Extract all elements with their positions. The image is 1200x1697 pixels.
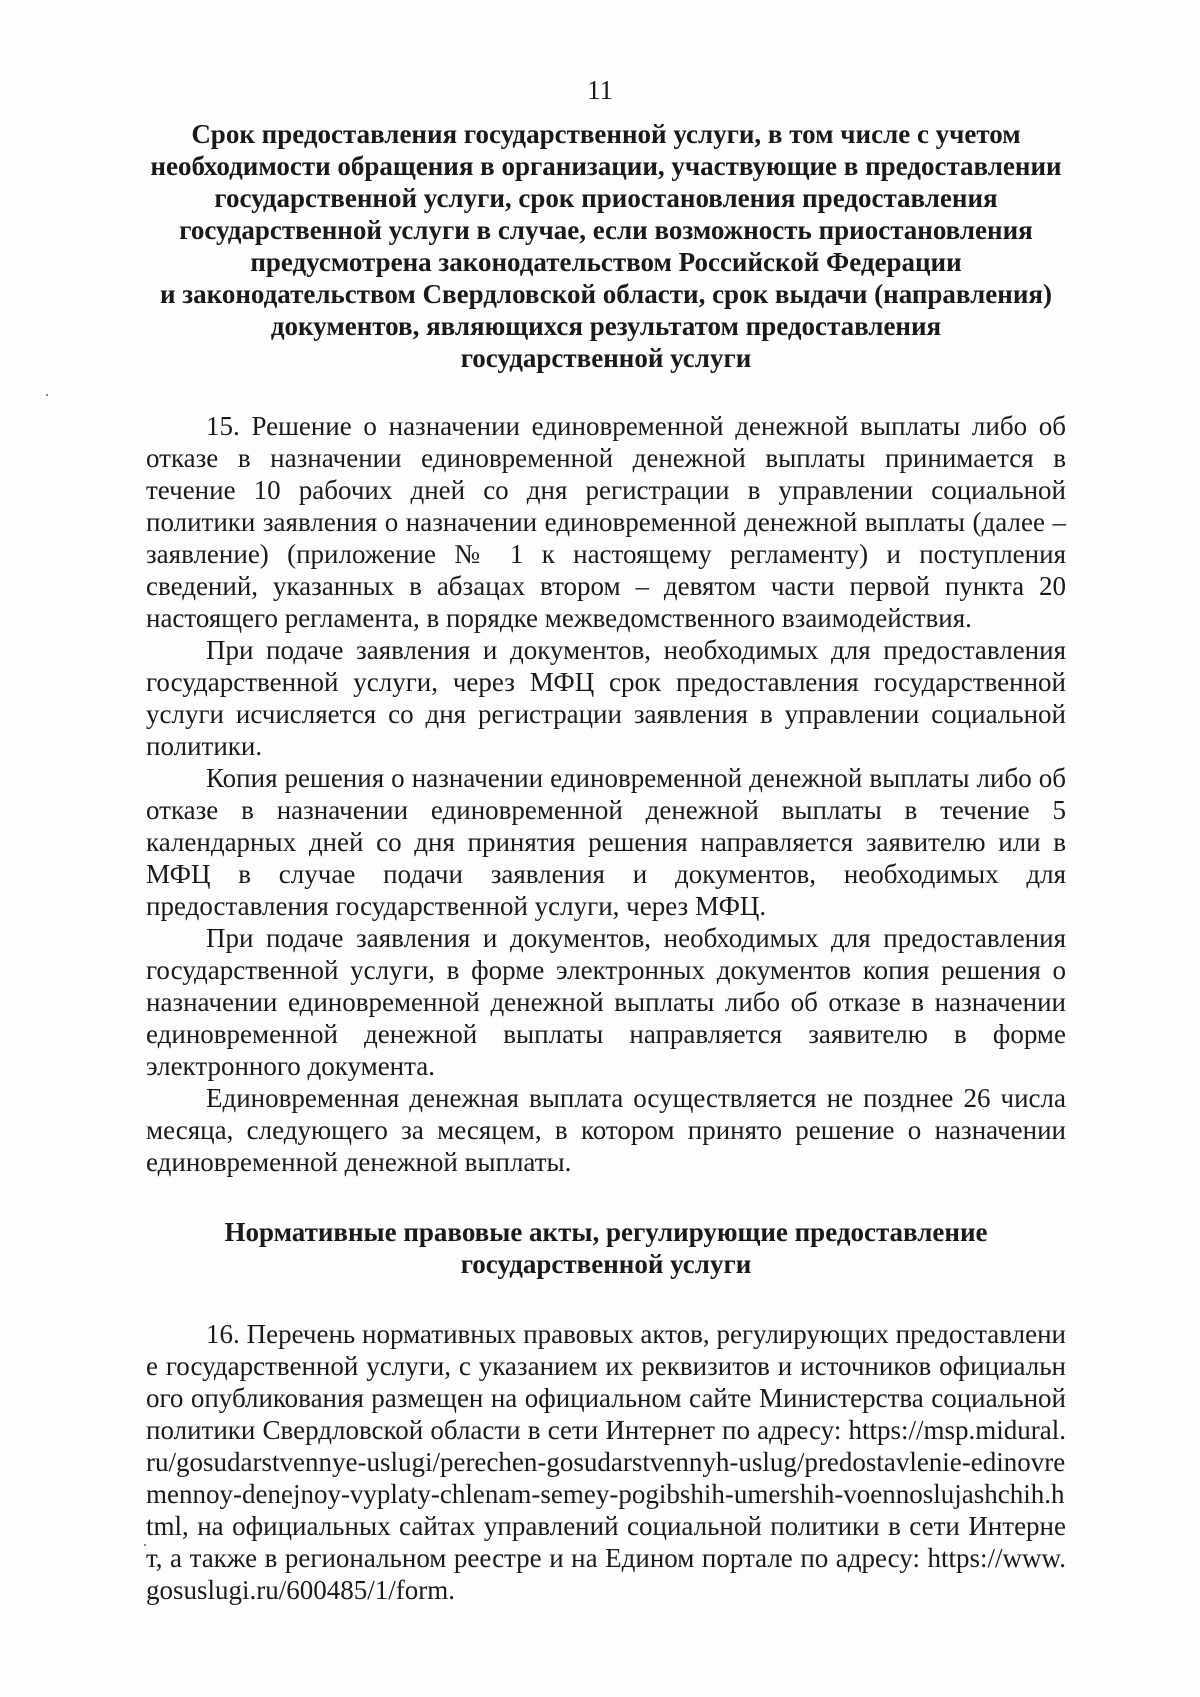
section-heading-term xyxy=(116,118,1096,374)
paragraph-16: 16. Перечень нормативных правовых актов, регулирующих предоставление государственной услуги, с указанием их реквизитов и источников официального опубликования размещен на официальном сайте Министерства социальной политики Свердловской области в сети Интернет по адресу: https://msp.midural.ru/gosudarstvennye-uslugi/perechen-gosudarstvennyh-uslug/predostavlenie-edinovremennoy-denejnoy-vyplaty-chlenam-semey-pogibshih-umershih-voennoslujashchih.html, на официальных сайтах управлений социальной политики в сети Интернет, а также в региональном реестре и на Едином портале по адресу: https://www.gosuslugi.ru/600485/1/form. xyxy=(146,1319,1066,1605)
heading-line: государственной услуги, срок приостановления предоставления xyxy=(214,183,998,213)
heading-line: государственной услуги в случае, если возможность приостановления xyxy=(179,215,1033,245)
section-heading-legal-acts xyxy=(116,1216,1096,1280)
heading-line: государственной услуги xyxy=(460,1249,752,1279)
paragraph-electronic-copy: При подаче заявления и документов, необходимых для предоставления государственной услуги, в форме электронных документов копия решения о назначении единовременной денежной выплаты либо об отказе в назначении единовременной денежной выплаты направляется заявителю в форме электронного документа. xyxy=(146,923,1066,1081)
document-body xyxy=(146,118,1066,1606)
heading-line: документов, являющихся результатом предоставления xyxy=(270,311,942,341)
heading-line: необходимости обращения в организации, участвующие в предоставлении xyxy=(150,151,1062,181)
heading-line: Нормативные правовые акты, регулирующие предоставление xyxy=(224,1217,988,1247)
heading-line: государственной услуги xyxy=(460,343,752,373)
heading-line: Срок предоставления государственной услуги, в том числе с учетом xyxy=(191,119,1021,149)
paragraph-mfc-term: При подаче заявления и документов, необходимых для предоставления государственной услуги, через МФЦ срок предоставления государственной услуги исчисляется со дня регистрации заявления в управлении социальной политики. xyxy=(146,635,1066,761)
scan-speck xyxy=(46,394,48,396)
paragraph-payment-date: Единовременная денежная выплата осуществляется не позднее 26 числа месяца, следующего за месяцем, в котором принято решение о назначении единовременной денежной выплаты. xyxy=(146,1083,1066,1177)
heading-line: и законодательством Свердловской области, срок выдачи (направления) xyxy=(160,279,1052,309)
page-number: 11 xyxy=(587,75,613,105)
paragraph-15: 15. Решение о назначении единовременной денежной выплаты либо об отказе в назначении единовременной денежной выплаты принимается в течение 10 рабочих дней со дня регистрации в управлении социальной политики заявления о назначении единовременной денежной выплаты (далее – заявление) (приложение № 1 к настоящему регламенту) и поступления сведений, указанных в абзацах втором – девятом части первой пункта 20 настоящего регламента, в порядке межведомственного взаимодействия. xyxy=(146,411,1066,633)
heading-line: предусмотрена законодательством Российской Федерации xyxy=(250,247,962,277)
paragraph-decision-copy: Копия решения о назначении единовременной денежной выплаты либо об отказе в назначении единовременной денежной выплаты в течение 5 календарных дней со дня принятия решения направляется заявителю или в МФЦ в случае подачи заявления и документов, необходимых для предоставления государственной услуги, через МФЦ. xyxy=(146,763,1066,921)
